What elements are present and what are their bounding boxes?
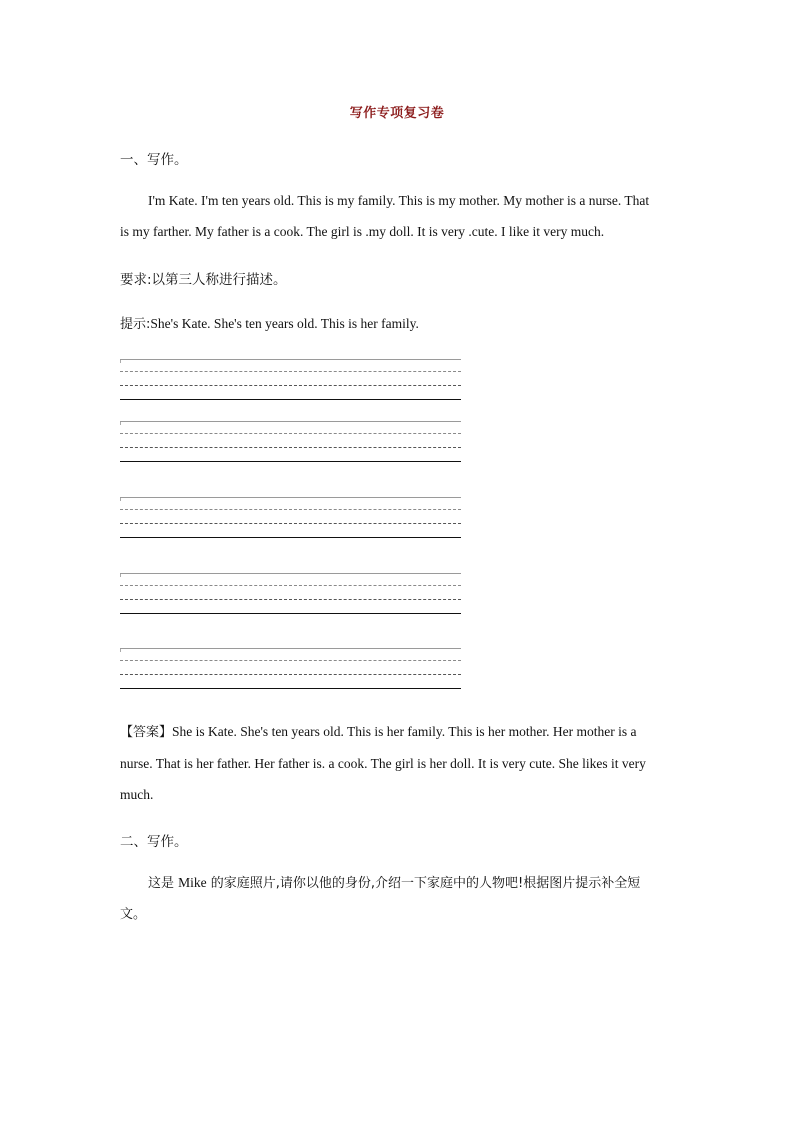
answer-label: 【答案】 bbox=[120, 725, 173, 740]
answer-line-2: nurse. That is her father. Her father is. a cook. The girl is her doll. It is very cute. She likes it very bbox=[120, 756, 646, 771]
section1-hint bbox=[120, 313, 419, 332]
hint-label: 提示: bbox=[120, 317, 151, 332]
passage-line-2: is my farther. My father is a cook. The girl is .my doll. It is very .cute. I like it very much. bbox=[120, 224, 605, 239]
writing-lines-1[interactable] bbox=[120, 359, 461, 401]
section1-passage bbox=[120, 185, 675, 247]
intro-line-2: 文。 bbox=[120, 907, 147, 922]
writing-lines-4[interactable] bbox=[120, 573, 461, 615]
writing-lines-3[interactable] bbox=[120, 497, 461, 539]
answer-line-3: much. bbox=[120, 787, 154, 802]
passage-line-1: I'm Kate. I'm ten years old. This is my family. This is my mother. My mother is a nurse. That bbox=[148, 193, 650, 208]
intro-line-1: 这是 Mike 的家庭照片,请你以他的身份,介绍一下家庭中的人物吧!根据图片提示补全短 bbox=[148, 875, 641, 891]
section2-intro bbox=[120, 867, 675, 930]
section2-heading: 二、写作。 bbox=[120, 834, 188, 850]
writing-lines-5[interactable] bbox=[120, 648, 461, 690]
section1-requirement: 要求:以第三人称进行描述。 bbox=[120, 272, 287, 288]
answer-line-1: 【答案】She is Kate. She's ten years old. This is her family. This is her mother. Her mother is a bbox=[120, 724, 637, 740]
hint-text: She's Kate. She's ten years old. This is her family. bbox=[150, 316, 419, 331]
writing-lines-2[interactable] bbox=[120, 421, 461, 463]
section1-answer bbox=[120, 716, 675, 810]
page-title: 写作专项复习卷 bbox=[349, 106, 445, 121]
section1-heading: 一、写作。 bbox=[120, 152, 188, 168]
